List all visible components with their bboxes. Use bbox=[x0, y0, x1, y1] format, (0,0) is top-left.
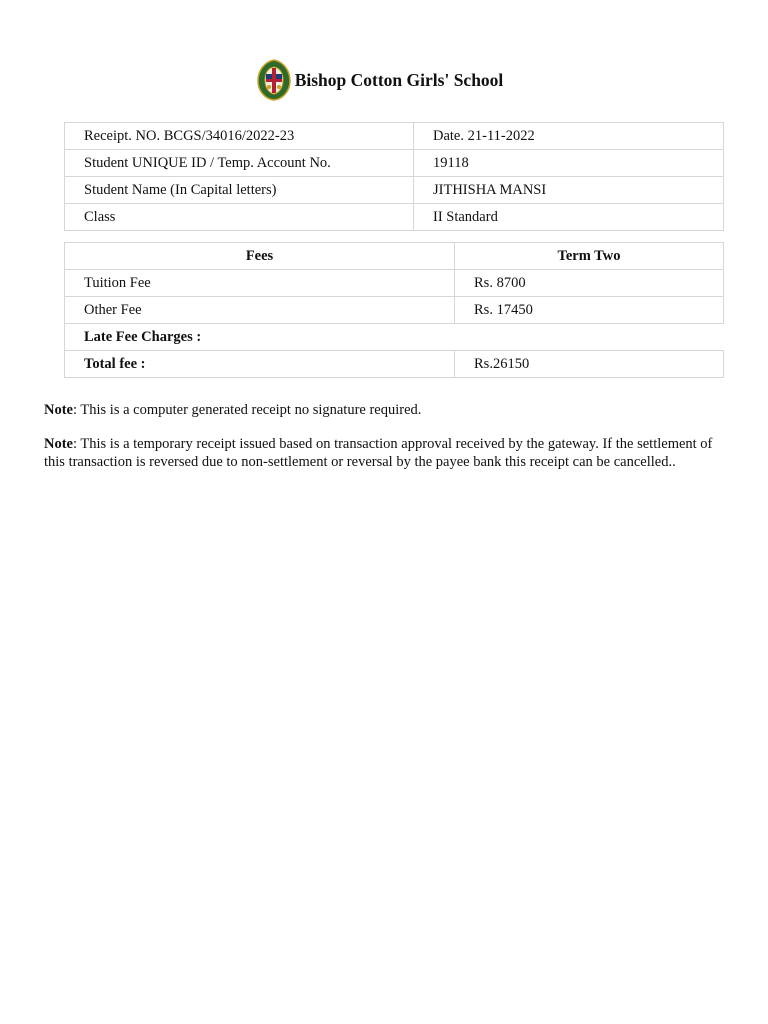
student-id-value: 19118 bbox=[414, 150, 724, 177]
total-fee-value: Rs.26150 bbox=[455, 351, 724, 378]
other-fee-label: Other Fee bbox=[65, 297, 455, 324]
late-fee-label: Late Fee Charges : bbox=[65, 324, 455, 351]
school-crest-icon bbox=[257, 59, 291, 101]
table-row bbox=[65, 270, 724, 297]
fees-column-header: Fees bbox=[65, 243, 455, 270]
tuition-fee-label: Tuition Fee bbox=[65, 270, 455, 297]
table-row bbox=[65, 123, 724, 150]
class-value: II Standard bbox=[414, 204, 724, 231]
note-paragraph bbox=[44, 401, 734, 419]
term-column-header: Term Two bbox=[455, 243, 724, 270]
table-row bbox=[65, 204, 724, 231]
student-name-value: JITHISHA MANSI bbox=[414, 177, 724, 204]
total-fee-label: Total fee : bbox=[65, 351, 455, 378]
other-fee-value: Rs. 17450 bbox=[455, 297, 724, 324]
receipt-header bbox=[0, 58, 768, 102]
receipt-number: Receipt. NO. BCGS/34016/2022-23 bbox=[65, 123, 414, 150]
school-name: Bishop Cotton Girls' School bbox=[294, 70, 504, 90]
note-label: Note bbox=[44, 436, 73, 452]
receipt-date: Date. 21-11-2022 bbox=[414, 123, 724, 150]
student-info-table bbox=[64, 122, 724, 231]
late-fee-value bbox=[455, 324, 724, 351]
class-label: Class bbox=[65, 204, 414, 231]
table-row bbox=[65, 150, 724, 177]
fees-table bbox=[64, 242, 724, 378]
table-row bbox=[65, 324, 724, 351]
note-label: Note bbox=[44, 402, 73, 418]
fees-header-row bbox=[65, 243, 724, 270]
tuition-fee-value: Rs. 8700 bbox=[455, 270, 724, 297]
notes-section bbox=[44, 401, 734, 487]
note-paragraph bbox=[44, 435, 734, 471]
student-name-label: Student Name (In Capital letters) bbox=[65, 177, 414, 204]
note-text: : This is a computer generated receipt no signature required. bbox=[73, 402, 422, 418]
table-row bbox=[65, 351, 724, 378]
table-row bbox=[65, 297, 724, 324]
student-id-label: Student UNIQUE ID / Temp. Account No. bbox=[65, 150, 414, 177]
table-row bbox=[65, 177, 724, 204]
note-text: : This is a temporary receipt issued based on transaction approval received by the gateway. If the settlement of this transaction is reversed due to non-settlement or reversal by the payee bank this receipt can be cancelled.. bbox=[44, 436, 713, 470]
